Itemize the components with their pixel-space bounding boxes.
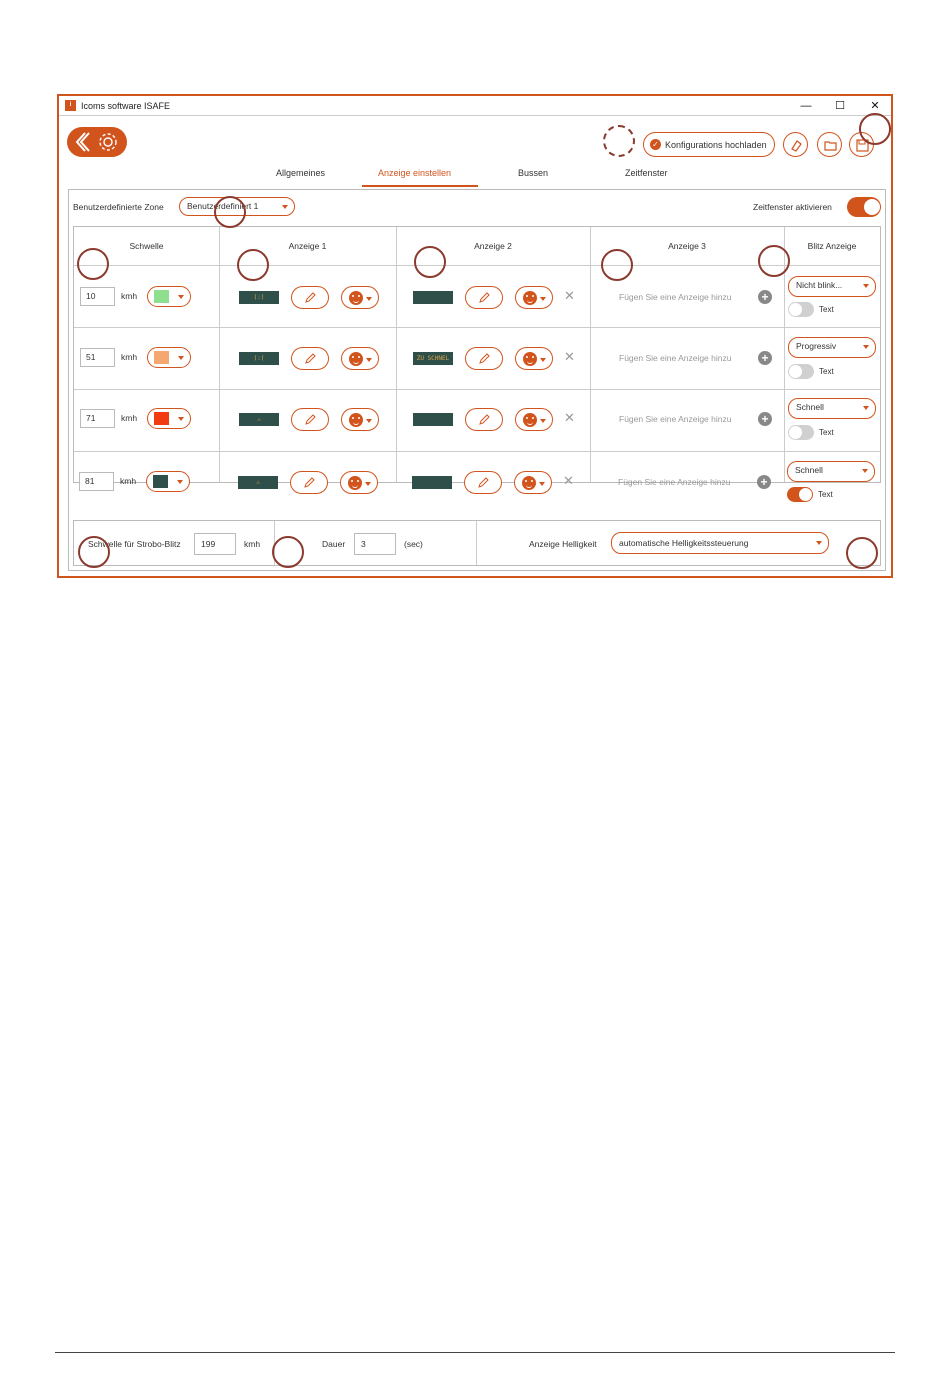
callout-marker (77, 248, 109, 280)
section-divider (476, 521, 477, 565)
threshold-input[interactable]: 51 (80, 348, 115, 367)
chevron-down-icon (539, 482, 545, 486)
display-1-preview: ⚠ (239, 413, 279, 426)
back-chevron-icon[interactable] (73, 130, 91, 154)
color-picker[interactable] (146, 471, 190, 492)
active-tab-indicator (362, 185, 478, 187)
callout-marker (272, 536, 304, 568)
timewindow-label: Zeitfenster aktivieren (753, 202, 832, 212)
callout-marker (214, 196, 246, 228)
smiley-icon (523, 352, 537, 366)
column-header-anzeige-3: Anzeige 3 (668, 241, 706, 251)
add-display-icon[interactable]: + (758, 351, 772, 365)
brightness-label: Anzeige Helligkeit (529, 539, 597, 549)
callout-marker (78, 536, 110, 568)
tab-allgemeines[interactable]: Allgemeines (276, 168, 326, 178)
display-1-preview: ⚠ (238, 476, 278, 489)
toggle-knob (789, 365, 802, 378)
toggle-knob (789, 303, 802, 316)
strobe-brightness-panel (73, 520, 881, 566)
remove-display-icon[interactable]: ✕ (563, 473, 574, 488)
smiley-icon (523, 291, 537, 305)
eraser-icon (790, 139, 803, 152)
eraser-button[interactable] (783, 132, 808, 157)
smiley-icon (522, 476, 536, 490)
blitz-select-value: Nicht blink... (796, 280, 843, 290)
edit-display-2-button[interactable] (465, 408, 503, 431)
chevron-down-icon (178, 417, 184, 421)
column-header-anzeige-1: Anzeige 1 (288, 241, 327, 251)
table-row (74, 266, 880, 327)
app-window (57, 94, 893, 578)
callout-marker (237, 249, 269, 281)
edit-display-2-button[interactable] (465, 286, 503, 309)
display-1-preview: (:( (239, 352, 279, 365)
callout-marker (846, 537, 878, 569)
threshold-input[interactable]: 10 (80, 287, 115, 306)
zone-label: Benutzerdefinierte Zone (73, 202, 164, 212)
chevron-down-icon (178, 295, 184, 299)
pencil-icon (304, 292, 316, 304)
strobe-threshold-input[interactable]: 199 (194, 533, 236, 555)
edit-display-1-button[interactable] (291, 286, 329, 309)
chevron-down-icon (862, 469, 868, 473)
chevron-down-icon (540, 297, 546, 301)
chevron-down-icon (365, 482, 371, 486)
duration-input[interactable]: 3 (354, 533, 396, 555)
table-row (73, 452, 879, 513)
chevron-down-icon (178, 356, 184, 360)
display-2-preview: ZU SCHNEL (413, 352, 453, 365)
text-toggle-label: Text (819, 305, 834, 314)
brightness-select-value: automatische Helligkeitssteuerung (619, 538, 749, 548)
callout-marker (601, 249, 633, 281)
smiley-icon (349, 413, 363, 427)
color-picker[interactable] (147, 408, 191, 429)
pencil-icon (304, 353, 316, 365)
chevron-down-icon (366, 358, 372, 362)
nav-pill (67, 127, 127, 157)
emoji-picker-1-button[interactable] (341, 286, 379, 309)
edit-display-2-button[interactable] (464, 471, 502, 494)
minimize-button[interactable]: — (800, 100, 812, 112)
pencil-icon (304, 414, 316, 426)
duration-label: Dauer (322, 539, 346, 549)
text-toggle-label: Text (819, 367, 834, 376)
brightness-select[interactable] (611, 532, 829, 554)
add-display-label[interactable]: Fügen Sie eine Anzeige hinzu (619, 353, 732, 363)
upload-config-button[interactable] (643, 132, 775, 157)
smiley-icon (348, 476, 362, 490)
strobe-unit-label: kmh (244, 539, 261, 549)
callout-marker (414, 246, 446, 278)
column-header-anzeige-2: Anzeige 2 (474, 241, 512, 251)
color-picker[interactable] (147, 286, 191, 307)
callout-marker (859, 113, 891, 145)
text-toggle[interactable] (788, 302, 814, 317)
close-button[interactable]: ✕ (870, 100, 880, 112)
display-2-preview (413, 291, 453, 304)
unit-label: kmh (121, 291, 138, 301)
edit-display-2-button[interactable] (465, 347, 503, 370)
edit-display-1-button[interactable] (290, 471, 328, 494)
maximize-button[interactable]: ☐ (835, 100, 845, 112)
smiley-icon (523, 413, 537, 427)
folder-icon (824, 139, 837, 152)
callout-marker (603, 125, 635, 157)
toggle-knob (864, 199, 880, 215)
timewindow-toggle[interactable] (847, 197, 881, 217)
blitz-select[interactable] (787, 461, 875, 482)
blitz-select-value: Progressiv (796, 341, 837, 351)
color-picker[interactable] (147, 347, 191, 368)
duration-unit-label: (sec) (404, 539, 423, 549)
strobe-threshold-label: Schwelle für Strobo-Blitz (88, 539, 181, 549)
blitz-select[interactable] (788, 337, 876, 358)
add-display-label[interactable]: Fügen Sie eine Anzeige hinzu (618, 477, 731, 487)
chevron-down-icon (177, 480, 183, 484)
smiley-icon (349, 352, 363, 366)
text-toggle-label: Text (818, 490, 833, 499)
chevron-down-icon (282, 205, 288, 209)
emoji-picker-1-button[interactable] (340, 471, 378, 494)
display-1-preview: (:) (239, 291, 279, 304)
callout-marker (758, 245, 790, 277)
page-footer-rule (55, 1352, 895, 1353)
remove-display-icon[interactable]: ✕ (564, 349, 575, 364)
window-title: Icoms software ISAFE (81, 101, 171, 111)
add-display-icon[interactable]: + (757, 475, 771, 489)
add-display-icon[interactable]: + (758, 290, 772, 304)
column-header-schwelle: Schwelle (129, 241, 164, 251)
tab-bussen[interactable]: Bussen (518, 168, 549, 178)
smiley-icon (349, 291, 363, 305)
toggle-knob (799, 488, 812, 501)
tab-anzeige-einstellen[interactable]: Anzeige einstellen (378, 168, 452, 178)
chevron-down-icon (863, 345, 869, 349)
display-2-preview (413, 413, 453, 426)
emoji-picker-1-button[interactable] (341, 408, 379, 431)
add-display-label[interactable]: Fügen Sie eine Anzeige hinzu (619, 292, 732, 302)
remove-display-icon[interactable]: ✕ (564, 410, 575, 425)
edit-display-1-button[interactable] (291, 408, 329, 431)
add-display-label[interactable]: Fügen Sie eine Anzeige hinzu (619, 414, 732, 424)
pencil-icon (478, 414, 490, 426)
title-bar (59, 96, 891, 116)
emoji-picker-1-button[interactable] (341, 347, 379, 370)
open-folder-button[interactable] (817, 132, 842, 157)
color-swatch (154, 412, 169, 425)
text-toggle[interactable] (788, 425, 814, 440)
threshold-input[interactable]: 71 (80, 409, 115, 428)
pencil-icon (478, 353, 490, 365)
pencil-icon (478, 292, 490, 304)
display-2-preview (412, 476, 452, 489)
remove-display-icon[interactable]: ✕ (564, 288, 575, 303)
check-icon: ✓ (650, 139, 661, 150)
gear-icon[interactable] (97, 131, 119, 153)
chevron-down-icon (540, 358, 546, 362)
chevron-down-icon (366, 297, 372, 301)
column-header-blitz-anzeige: Blitz Anzeige (807, 241, 857, 251)
color-swatch (154, 351, 169, 364)
toggle-knob (789, 426, 802, 439)
text-toggle[interactable] (787, 487, 813, 502)
add-display-icon[interactable]: + (758, 412, 772, 426)
blitz-select[interactable] (788, 398, 876, 419)
blitz-select[interactable] (788, 276, 876, 297)
chevron-down-icon (366, 419, 372, 423)
zone-select-value: Benutzerdefiniert 1 (187, 201, 259, 211)
chevron-down-icon (540, 419, 546, 423)
blitz-select-value: Schnell (795, 465, 823, 475)
unit-label: kmh (121, 413, 138, 423)
color-swatch (154, 290, 169, 303)
pencil-icon (477, 477, 489, 489)
table-row (74, 390, 880, 451)
emoji-picker-2-button[interactable] (515, 347, 553, 370)
tab-zeitfenster[interactable]: Zeitfenster (625, 168, 668, 178)
blitz-select-value: Schnell (796, 402, 824, 412)
color-swatch (153, 475, 168, 488)
edit-display-1-button[interactable] (291, 347, 329, 370)
text-toggle[interactable] (788, 364, 814, 379)
emoji-picker-2-button[interactable] (514, 471, 552, 494)
threshold-input[interactable]: 81 (79, 472, 114, 491)
upload-config-label: Konfigurations hochladen (665, 140, 767, 150)
chevron-down-icon (863, 406, 869, 410)
text-toggle-label: Text (819, 428, 834, 437)
table-row (74, 328, 880, 389)
app-icon: i (65, 100, 76, 111)
pencil-icon (303, 477, 315, 489)
chevron-down-icon (816, 541, 822, 545)
unit-label: kmh (121, 352, 138, 362)
chevron-down-icon (863, 284, 869, 288)
emoji-picker-2-button[interactable] (515, 408, 553, 431)
emoji-picker-2-button[interactable] (515, 286, 553, 309)
unit-label: kmh (120, 476, 137, 486)
